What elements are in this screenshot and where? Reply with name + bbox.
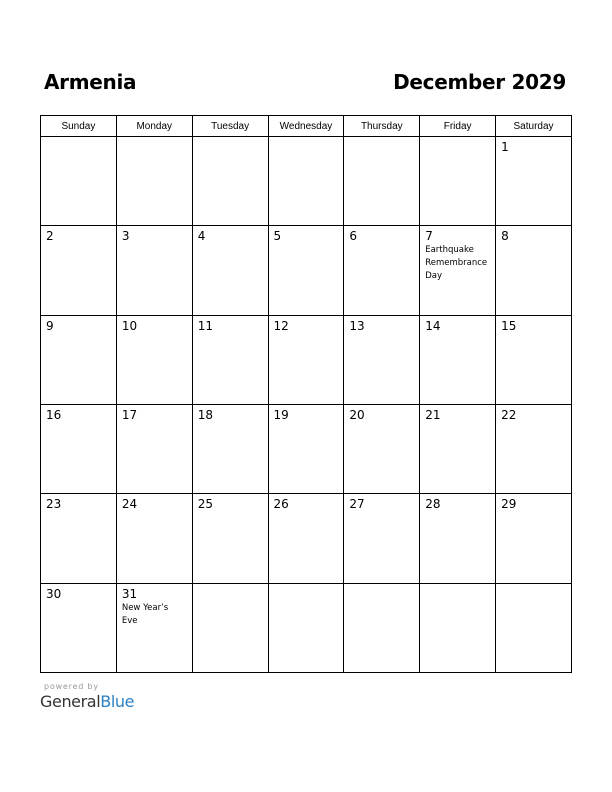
brand-logo bbox=[40, 692, 134, 711]
day-cell bbox=[496, 583, 572, 672]
day-number: 15 bbox=[501, 318, 517, 333]
day-number bbox=[344, 584, 419, 588]
day-number: 30 bbox=[46, 586, 62, 601]
week-row bbox=[41, 315, 572, 404]
week-row bbox=[41, 226, 572, 315]
day-cell bbox=[116, 137, 192, 226]
powered-by-text: powered by bbox=[44, 682, 99, 691]
day-cell bbox=[420, 583, 496, 672]
day-cell bbox=[116, 404, 192, 493]
day-cell bbox=[41, 494, 117, 583]
day-number bbox=[269, 584, 344, 588]
day-cell bbox=[344, 315, 420, 404]
day-cell bbox=[192, 226, 268, 315]
day-cell bbox=[116, 494, 192, 583]
day-cell bbox=[192, 583, 268, 672]
day-number: 10 bbox=[121, 318, 138, 333]
day-cell bbox=[192, 404, 268, 493]
day-number: 31 bbox=[121, 586, 138, 601]
day-number: 7 bbox=[425, 229, 433, 244]
day-number bbox=[269, 137, 344, 141]
week-row bbox=[41, 583, 572, 672]
day-cell bbox=[268, 494, 344, 583]
weekday-friday: Friday bbox=[420, 116, 496, 137]
day-number: 6 bbox=[349, 229, 358, 244]
day-cell bbox=[41, 583, 117, 672]
day-number: 28 bbox=[425, 497, 441, 512]
weekday-tuesday: Tuesday bbox=[192, 116, 268, 137]
day-cell bbox=[192, 494, 268, 583]
day-cell bbox=[268, 137, 344, 226]
week-row bbox=[41, 494, 572, 583]
day-cell bbox=[192, 315, 268, 404]
day-cell bbox=[41, 226, 117, 315]
day-number: 25 bbox=[197, 497, 213, 512]
day-number: 27 bbox=[349, 497, 365, 512]
day-cell bbox=[344, 583, 420, 672]
day-number: 14 bbox=[425, 318, 441, 333]
day-number bbox=[344, 137, 419, 141]
weekday-header-row bbox=[41, 116, 572, 137]
day-number bbox=[193, 137, 268, 141]
day-number: 29 bbox=[501, 497, 517, 512]
day-number: 16 bbox=[46, 407, 62, 422]
weekday-wednesday: Wednesday bbox=[268, 116, 344, 137]
country-title: Armenia bbox=[44, 70, 137, 94]
day-number: 9 bbox=[46, 318, 54, 333]
day-number: 5 bbox=[273, 229, 282, 244]
day-number: 4 bbox=[197, 229, 206, 244]
day-number bbox=[41, 137, 116, 141]
day-cell bbox=[41, 404, 117, 493]
day-number bbox=[420, 137, 495, 141]
day-cell bbox=[420, 494, 496, 583]
brand-part-general: General bbox=[40, 692, 101, 711]
day-cell bbox=[268, 315, 344, 404]
day-cell bbox=[344, 226, 420, 315]
day-cell bbox=[420, 315, 496, 404]
day-cell bbox=[41, 315, 117, 404]
day-number: 18 bbox=[197, 407, 213, 422]
day-number: 26 bbox=[273, 497, 289, 512]
day-cell bbox=[116, 583, 192, 672]
weekday-thursday: Thursday bbox=[344, 116, 420, 137]
day-cell bbox=[496, 404, 572, 493]
day-cell bbox=[268, 583, 344, 672]
day-number: 23 bbox=[46, 497, 62, 512]
day-number: 22 bbox=[501, 407, 517, 422]
day-number: 12 bbox=[273, 318, 289, 333]
brand-part-blue: Blue bbox=[100, 692, 135, 711]
day-number: 17 bbox=[121, 407, 138, 422]
footer-branding bbox=[40, 682, 134, 711]
day-cell bbox=[344, 494, 420, 583]
day-number: 1 bbox=[501, 140, 509, 154]
weekday-sunday: Sunday bbox=[41, 116, 117, 137]
day-cell bbox=[344, 137, 420, 226]
day-cell bbox=[496, 315, 572, 404]
day-cell bbox=[268, 226, 344, 315]
day-number: 3 bbox=[121, 229, 130, 244]
day-cell bbox=[496, 494, 572, 583]
day-cell bbox=[41, 137, 117, 226]
week-row bbox=[41, 404, 572, 493]
calendar-grid bbox=[40, 115, 572, 673]
day-cell bbox=[344, 404, 420, 493]
day-number: 8 bbox=[501, 229, 509, 244]
day-number: 2 bbox=[46, 229, 54, 244]
day-number bbox=[117, 137, 192, 141]
day-cell bbox=[116, 226, 192, 315]
day-cell bbox=[420, 226, 496, 315]
day-cell bbox=[268, 404, 344, 493]
holiday-label: Earthquake Remembrance Day bbox=[425, 245, 488, 282]
day-cell bbox=[192, 137, 268, 226]
weekday-saturday: Saturday bbox=[496, 116, 572, 137]
day-cell bbox=[496, 226, 572, 315]
day-number: 20 bbox=[349, 407, 365, 422]
holiday-label: New Year’s Eve bbox=[121, 602, 169, 626]
day-cell bbox=[116, 315, 192, 404]
day-number: 11 bbox=[197, 318, 213, 333]
day-number: 24 bbox=[121, 497, 138, 512]
day-number: 19 bbox=[273, 407, 289, 422]
day-number bbox=[420, 584, 495, 588]
day-cell bbox=[420, 137, 496, 226]
day-number bbox=[496, 584, 571, 588]
week-row bbox=[41, 137, 572, 226]
day-number bbox=[193, 584, 268, 588]
month-year-title: December 2029 bbox=[393, 70, 566, 94]
day-number: 21 bbox=[425, 407, 441, 422]
day-cell bbox=[496, 137, 572, 226]
weekday-monday: Monday bbox=[116, 116, 192, 137]
day-number: 13 bbox=[349, 318, 365, 333]
day-cell bbox=[420, 404, 496, 493]
